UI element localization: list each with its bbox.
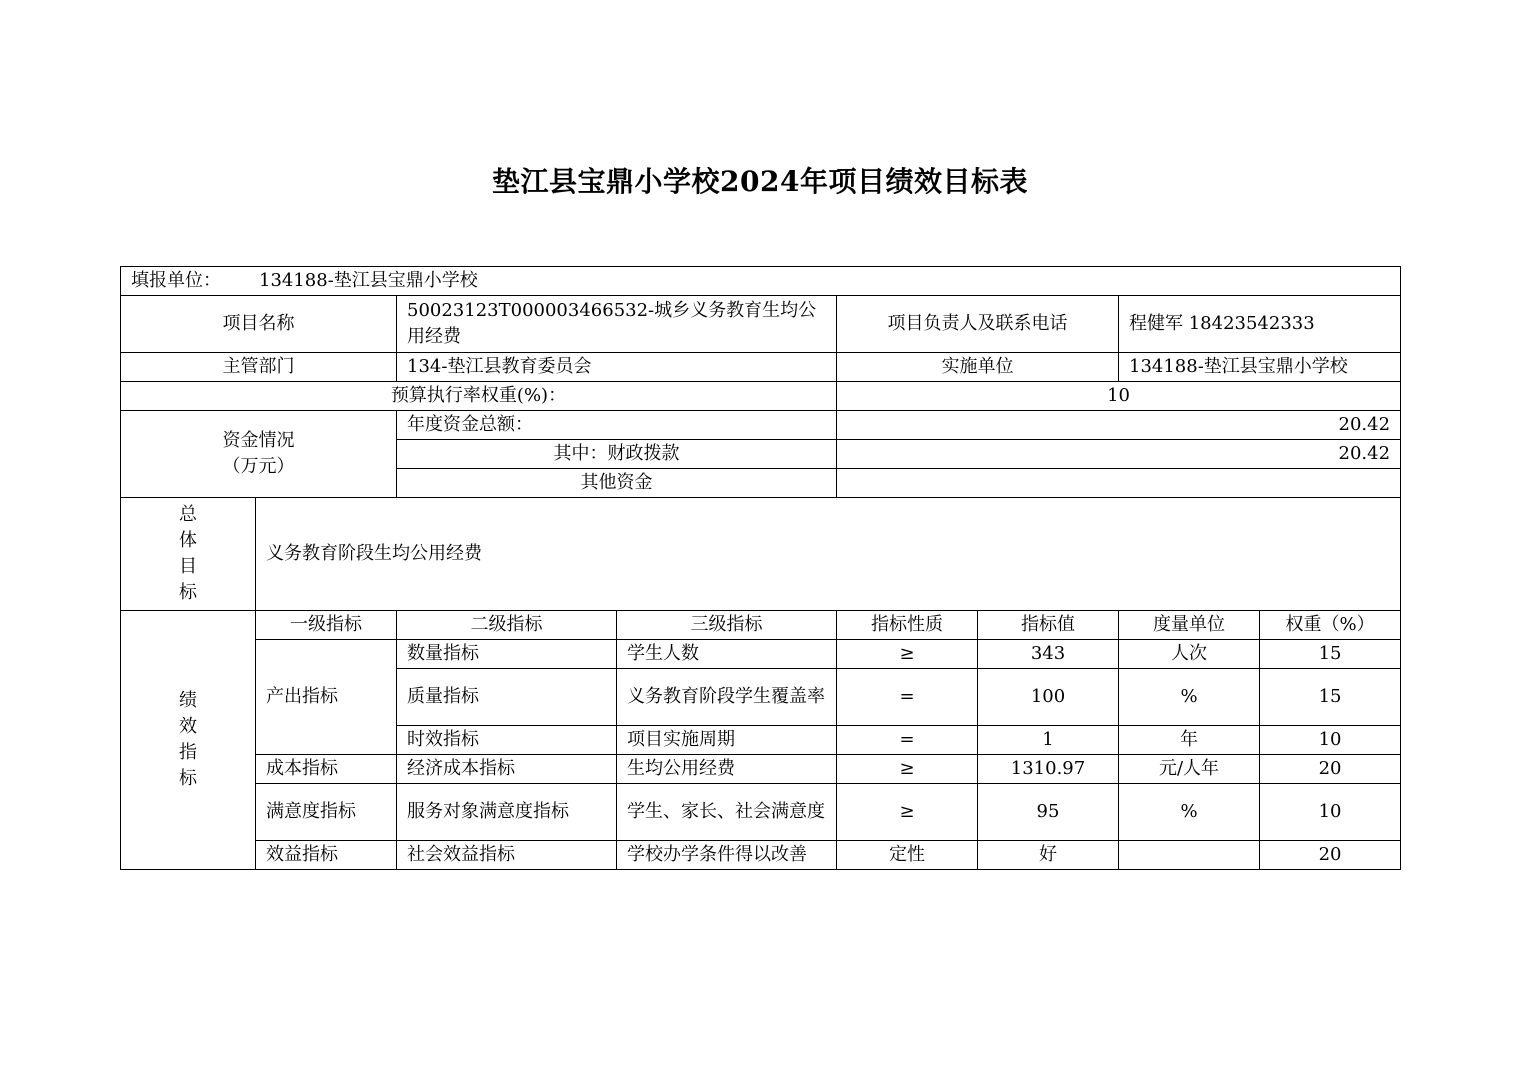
budget-rate-row — [121, 382, 1401, 411]
nature-cell: ≥ — [837, 640, 978, 669]
perf-label-char: 绩 — [179, 690, 197, 711]
weight-cell: 10 — [1260, 726, 1401, 755]
level3-cell: 学生人数 — [617, 640, 837, 669]
value-cell: 95 — [978, 784, 1119, 841]
unit-cell: % — [1119, 784, 1260, 841]
level3-cell: 生均公用经费 — [617, 755, 837, 784]
funds-label-line2: （万元） — [222, 456, 295, 477]
perf-label-char: 标 — [179, 768, 197, 789]
table-row — [121, 784, 1401, 841]
perf-label-char: 指 — [179, 742, 197, 763]
unit-value: 134188-垫江县宝鼎小学校 — [259, 270, 478, 291]
perf-label — [121, 611, 256, 870]
table-row — [121, 755, 1401, 784]
unit-row — [121, 267, 1401, 296]
project-name-label: 项目名称 — [121, 296, 397, 353]
page-title: 垫江县宝鼎小学校2024年项目绩效目标表 — [492, 165, 1028, 198]
level2-cell: 时效指标 — [397, 726, 617, 755]
goal-label-char: 总 — [179, 504, 197, 525]
nature-cell: = — [837, 669, 978, 726]
unit-cell: 年 — [1119, 726, 1260, 755]
unit-label: 填报单位： — [131, 270, 221, 291]
level2-cell: 服务对象满意度指标 — [397, 784, 617, 841]
dept-row — [121, 353, 1401, 382]
perf-label-char: 效 — [179, 716, 197, 737]
value-cell: 100 — [978, 669, 1119, 726]
budget-rate-value: 10 — [837, 382, 1401, 411]
dept-label: 主管部门 — [121, 353, 397, 382]
goal-label — [121, 498, 256, 611]
funds-total-label: 年度资金总额： — [397, 411, 837, 440]
funds-other-label: 其他资金 — [397, 469, 837, 498]
header-cell: 指标性质 — [837, 611, 978, 640]
level3-cell: 学校办学条件得以改善 — [617, 841, 837, 870]
weight-cell: 10 — [1260, 784, 1401, 841]
level1-benefit: 效益指标 — [256, 841, 397, 870]
header-cell: 度量单位 — [1119, 611, 1260, 640]
level1-cost: 成本指标 — [256, 755, 397, 784]
performance-form-table — [120, 266, 1401, 870]
table-row — [121, 841, 1401, 870]
goal-label-char: 目 — [179, 556, 197, 577]
level3-cell: 义务教育阶段学生覆盖率 — [617, 669, 837, 726]
level2-cell: 社会效益指标 — [397, 841, 617, 870]
nature-cell: ≥ — [837, 755, 978, 784]
impl-value: 134188-垫江县宝鼎小学校 — [1119, 353, 1401, 382]
level2-cell: 数量指标 — [397, 640, 617, 669]
funds-label-line1: 资金情况 — [222, 430, 295, 451]
goal-row — [121, 498, 1401, 611]
funds-fiscal-label: 其中：财政拨款 — [397, 440, 837, 469]
funds-total-value: 20.42 — [837, 411, 1401, 440]
level1-satisfaction: 满意度指标 — [256, 784, 397, 841]
unit-cell — [1119, 841, 1260, 870]
header-cell: 三级指标 — [617, 611, 837, 640]
value-cell: 343 — [978, 640, 1119, 669]
level3-cell: 学生、家长、社会满意度 — [617, 784, 837, 841]
nature-cell: 定性 — [837, 841, 978, 870]
header-cell: 指标值 — [978, 611, 1119, 640]
dept-value: 134-垫江县教育委员会 — [397, 353, 837, 382]
goal-label-char: 体 — [179, 530, 197, 551]
header-cell: 二级指标 — [397, 611, 617, 640]
weight-cell: 20 — [1260, 755, 1401, 784]
level3-cell: 项目实施周期 — [617, 726, 837, 755]
contact-value: 程健军 18423542333 — [1119, 296, 1401, 353]
header-cell: 权重（%） — [1260, 611, 1401, 640]
header-cell: 一级指标 — [256, 611, 397, 640]
weight-cell: 15 — [1260, 669, 1401, 726]
goal-text: 义务教育阶段生均公用经费 — [256, 498, 1401, 611]
perf-header-row — [121, 611, 1401, 640]
weight-cell: 15 — [1260, 640, 1401, 669]
funds-label — [121, 411, 397, 498]
nature-cell: ≥ — [837, 784, 978, 841]
weight-cell: 20 — [1260, 841, 1401, 870]
contact-label: 项目负责人及联系电话 — [837, 296, 1119, 353]
project-name-value: 50023123T000003466532-城乡义务教育生均公用经费 — [397, 296, 837, 353]
funds-total-row — [121, 411, 1401, 440]
unit-cell: % — [1119, 669, 1260, 726]
funds-fiscal-value: 20.42 — [837, 440, 1401, 469]
unit-cell: 元/人年 — [1119, 755, 1260, 784]
goal-label-char: 标 — [179, 582, 197, 603]
nature-cell: = — [837, 726, 978, 755]
value-cell: 好 — [978, 841, 1119, 870]
value-cell: 1 — [978, 726, 1119, 755]
table-row — [121, 640, 1401, 669]
level2-cell: 经济成本指标 — [397, 755, 617, 784]
value-cell: 1310.97 — [978, 755, 1119, 784]
unit-cell — [121, 267, 1401, 296]
funds-other-value — [837, 469, 1401, 498]
impl-label: 实施单位 — [837, 353, 1119, 382]
project-name-row — [121, 296, 1401, 353]
unit-cell: 人次 — [1119, 640, 1260, 669]
budget-rate-label: 预算执行率权重(%)： — [121, 382, 837, 411]
level1-output: 产出指标 — [256, 640, 397, 755]
level2-cell: 质量指标 — [397, 669, 617, 726]
